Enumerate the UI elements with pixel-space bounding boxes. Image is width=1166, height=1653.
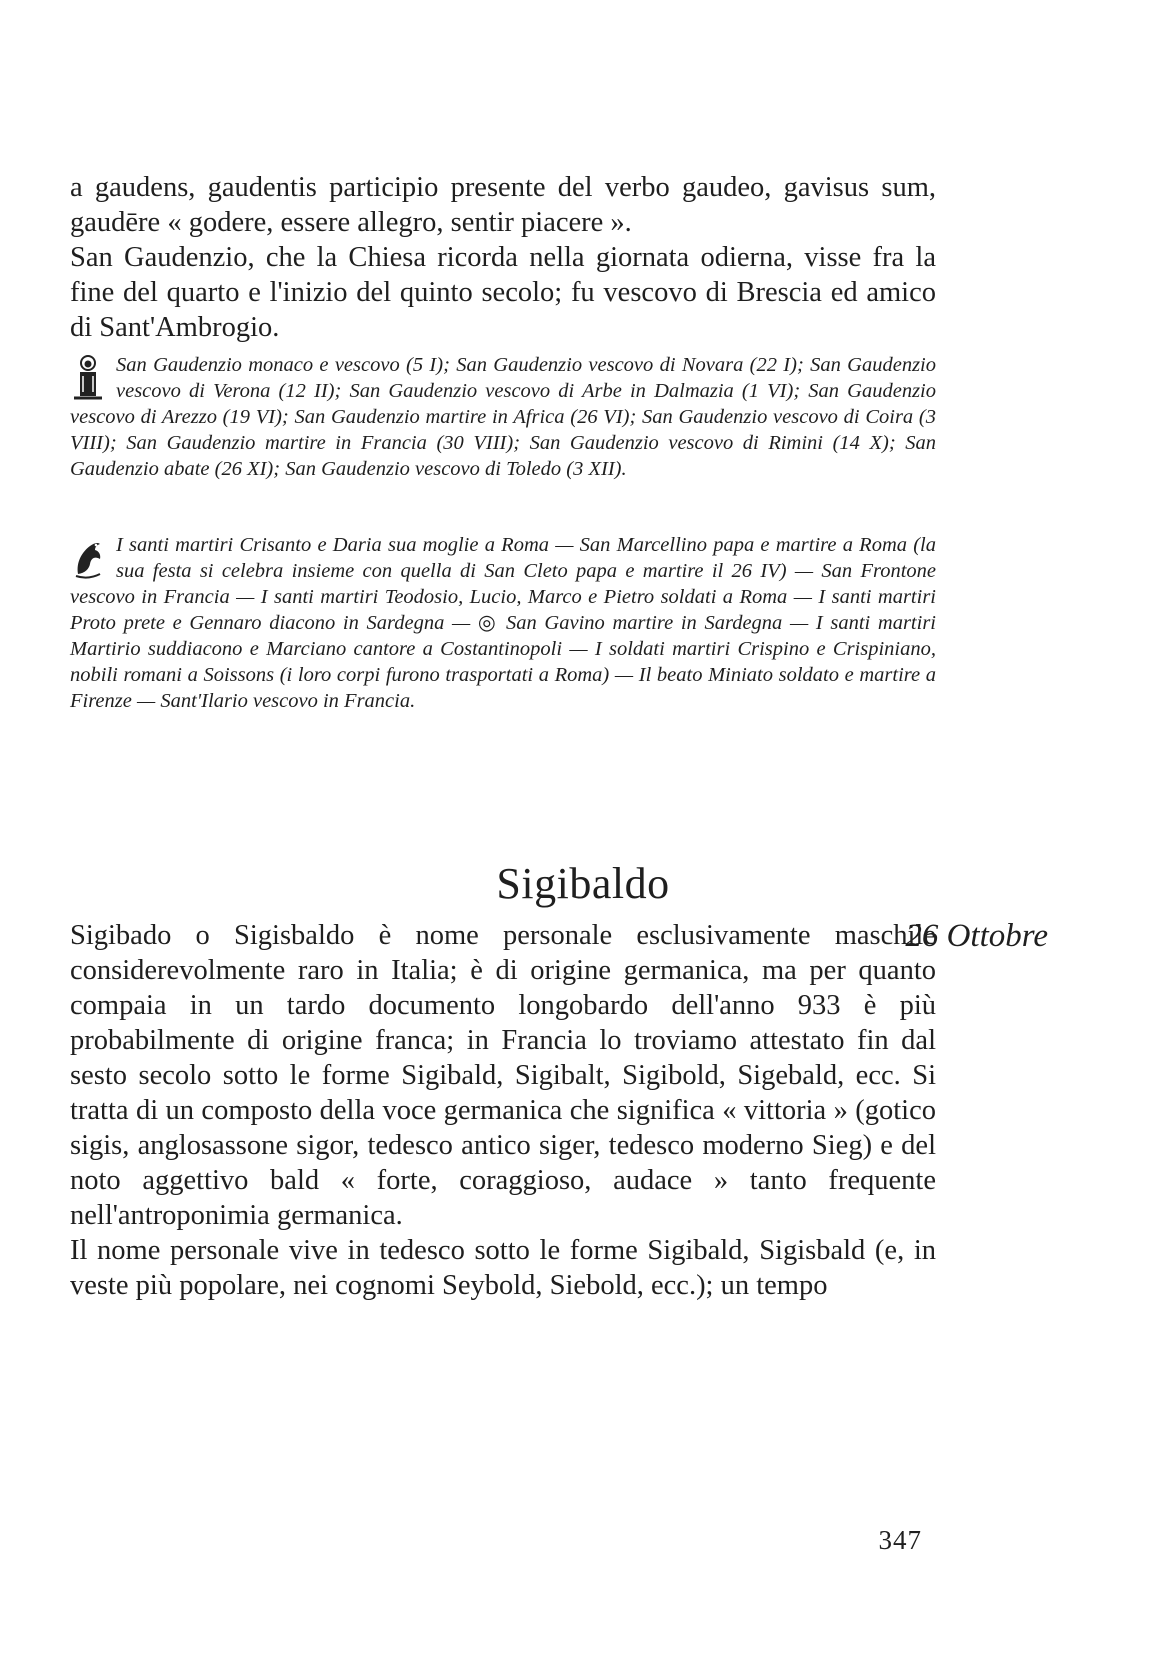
saint-paragraph: San Gaudenzio, che la Chiesa ricorda nella giornata odierna, visse fra la fine del quarto e l'inizio del quinto secolo; fu vescovo di Brescia ed amico di Sant'Ambrogio. [70,242,936,343]
namesakes-list: San Gaudenzio monaco e vescovo (5 I); San Gaudenzio vescovo di Novara (22 I); San Gaudenzio vescovo di Verona (12 II); San Gaudenzio vescovo di Arbe in Dalmazia (1 VI); San Gaudenzio vescovo di Arezzo (19 VI); San Gaudenzio martire in Africa (26 VI); San Gaudenzio vescovo di Coira (3 VIII); San Gaudenzio martire in Francia (30 VIII); San Gaudenzio vescovo di Rimini (14 X); San Gaudenzio abate (26 XI); San Gaudenzio vescovo di Toledo (3 XII). [70,354,936,480]
entry-paragraph-2: Il nome personale vive in tedesco sotto le forme Sigibald, Sigisbald (e, in veste più popolare, nei cognomi Seybold, Siebold, ecc.); un tempo [70,1235,936,1301]
eagle-icon [70,534,106,580]
entry-text [70,918,936,1303]
etymology-paragraph: a gaudens, gaudentis participio presente del verbo gaudeo, gavisus sum, gaudēre « godere, essere allegro, sentir piacere ». [70,172,936,238]
page-number: 347 [878,1525,922,1555]
namesakes-section [70,352,936,482]
saints-of-day-section [70,532,936,714]
saint-figure-icon [70,354,106,400]
intro-section [70,170,936,345]
saints-list: I santi martiri Crisanto e Daria sua moglie a Roma — San Marcellino papa e martire a Roma (la sua festa si celebra insieme con quella di San Cleto papa e martire il 26 IV) — San Frontone vescovo in Francia — I santi martiri Teodosio, Lucio, Marco e Pietro soldati a Roma — I santi martiri Proto prete e Gennaro diacono in Sardegna — ◎ San Gavino martire in Sardegna — I santi martiri Martirio suddiacono e Marciano cantore a Costantinopoli — I soldati martiri Crispino e Crispiniano, nobili romani a Soissons (i loro corpi furono trasportati a Roma) — Il beato Miniato soldato e martire a Firenze — Sant'Ilario vescovo in Francia. [70,534,936,712]
entry-paragraph-1: Sigibado o Sigisbaldo è nome personale esclusivamente maschile considerevolmente raro in Italia; è di origine germanica, ma per quanto compaia in un tardo documento longobardo dell'anno 933 è più probabilmente di origine franca; in Francia lo troviamo attestato fin dal sesto secolo sotto le forme Sigibald, Sigibalt, Sigibold, Sigebald, ecc. Si tratta di un composto della voce germanica che significa « vittoria » (gotico sigis, anglosassone sigor, tedesco antico siger, tedesco moderno Sieg) e del noto aggettivo bald « forte, coraggioso, audace » tanto frequente nell'antroponimia germanica. [70,920,936,1231]
entry-date: 26 Ottobre [905,918,1048,954]
entry-title: Sigibaldo [496,859,670,908]
